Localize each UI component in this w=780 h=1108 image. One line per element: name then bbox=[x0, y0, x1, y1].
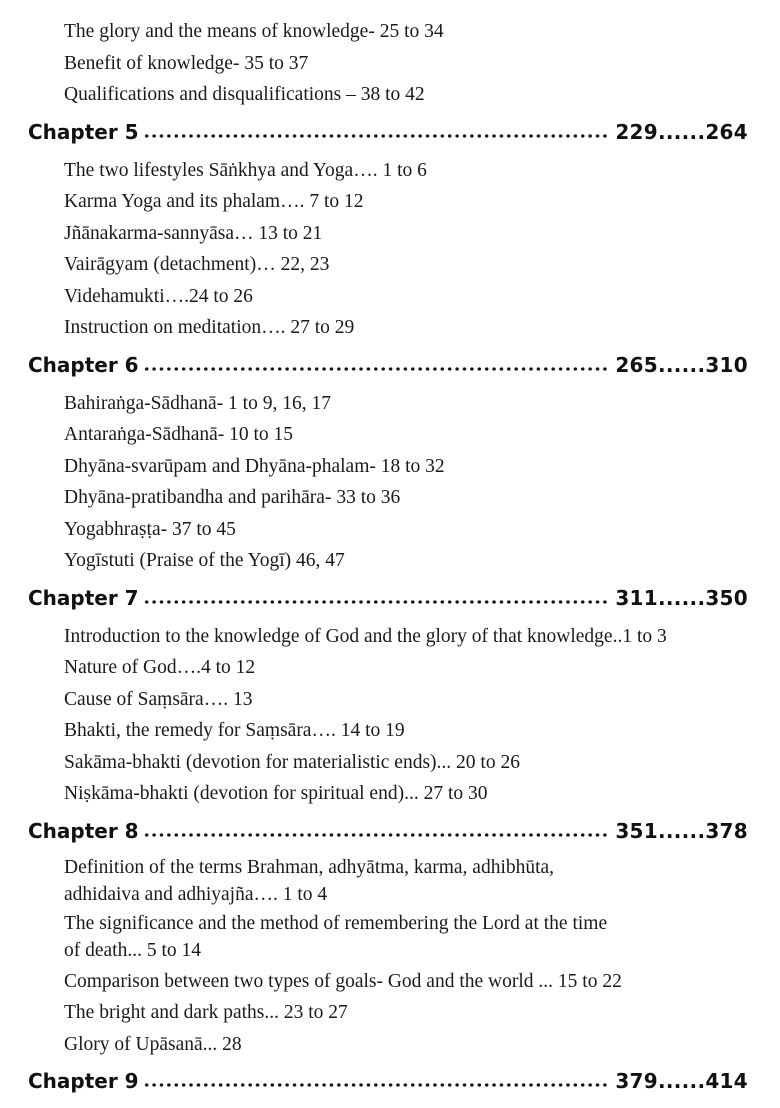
toc-entry: Benefit of knowledge- 35 to 37 bbox=[64, 52, 309, 74]
toc-entry: Sakāma-bhakti (devotion for materialistic ends)... 20 to 26 bbox=[64, 751, 520, 773]
chapter-title: Chapter 5 bbox=[28, 119, 139, 144]
toc-entry: Glory of Upāsanā... 28 bbox=[64, 1033, 242, 1055]
chapter-pages: 311......350 bbox=[615, 585, 748, 610]
toc-entry: The two lifestyles Sāṅkhya and Yoga…. 1 to 6 bbox=[64, 159, 427, 181]
toc-entry: Definition of the terms Brahman, adhyātma, karma, adhibhūta, adhidaiva and adhiyajña…. 1 to 4 bbox=[64, 856, 555, 905]
chapter-title: Chapter 6 bbox=[28, 352, 139, 377]
chapter-pages: 379......414 bbox=[615, 1069, 748, 1093]
chapter-title: Chapter 8 bbox=[28, 818, 139, 843]
chapter-heading-9 bbox=[28, 1065, 748, 1098]
toc-entry: Dhyāna-svarūpam and Dhyāna-phalam- 18 to 32 bbox=[64, 455, 445, 477]
toc-entry: Cause of Saṃsāra…. 13 bbox=[64, 688, 253, 710]
chapter-heading-8 bbox=[28, 815, 748, 848]
toc-entry: Comparison between two types of goals- God and the world ... 15 to 22 bbox=[64, 970, 622, 992]
toc-entry: The bright and dark paths... 23 to 27 bbox=[64, 1002, 348, 1023]
toc-entry: Instruction on meditation…. 27 to 29 bbox=[64, 317, 355, 338]
toc-entry: The glory and the means of knowledge- 25 to 34 bbox=[64, 21, 444, 42]
chapter-heading-5 bbox=[28, 116, 748, 149]
toc-entry: Jñānakarma-sannyāsa… 13 to 21 bbox=[64, 222, 323, 244]
chapter-pages: 265......310 bbox=[615, 352, 748, 377]
toc-entry: Videhamukti….24 to 26 bbox=[64, 285, 253, 307]
dot-leader bbox=[143, 832, 610, 838]
dot-leader bbox=[143, 366, 610, 372]
chapter-heading-7 bbox=[28, 582, 748, 615]
toc-entry: Qualifications and disqualifications – 38 to 42 bbox=[64, 84, 425, 105]
toc-entry: Karma Yoga and its phalam…. 7 to 12 bbox=[64, 191, 364, 212]
toc-entry: The significance and the method of remembering the Lord at the time of death... 5 to 14 bbox=[64, 912, 608, 961]
toc-entry: Antaraṅga-Sādhanā- 10 to 15 bbox=[64, 424, 294, 445]
dot-leader bbox=[143, 133, 610, 139]
chapter-pages: 351......378 bbox=[615, 818, 748, 843]
toc-entry: Bahiraṅga-Sādhanā- 1 to 9, 16, 17 bbox=[64, 392, 331, 414]
chapter-pages: 229......264 bbox=[615, 119, 748, 144]
dot-leader bbox=[143, 599, 610, 605]
chapter-title: Chapter 9 bbox=[28, 1069, 139, 1093]
toc-entry: Dhyāna-pratibandha and parihāra- 33 to 36 bbox=[64, 487, 401, 508]
toc-entry: Yogabhraṣṭa- 37 to 45 bbox=[64, 518, 236, 540]
toc-entry: Bhakti, the remedy for Saṃsāra…. 14 to 19 bbox=[64, 720, 405, 741]
table-of-contents bbox=[0, 16, 780, 1104]
dot-leader bbox=[143, 1082, 610, 1088]
chapter-heading-6 bbox=[28, 349, 748, 382]
toc-entry: Introduction to the knowledge of God and the glory of that knowledge..1 to 3 bbox=[64, 625, 667, 647]
toc-entry: Nature of God….4 to 12 bbox=[64, 657, 256, 678]
toc-entry: Niṣkāma-bhakti (devotion for spiritual end)... 27 to 30 bbox=[64, 783, 488, 804]
chapter-title: Chapter 7 bbox=[28, 585, 139, 610]
toc-entry: Vairāgyam (detachment)… 22, 23 bbox=[64, 254, 330, 275]
toc-entry: Yogīstuti (Praise of the Yogī) 46, 47 bbox=[64, 550, 345, 571]
